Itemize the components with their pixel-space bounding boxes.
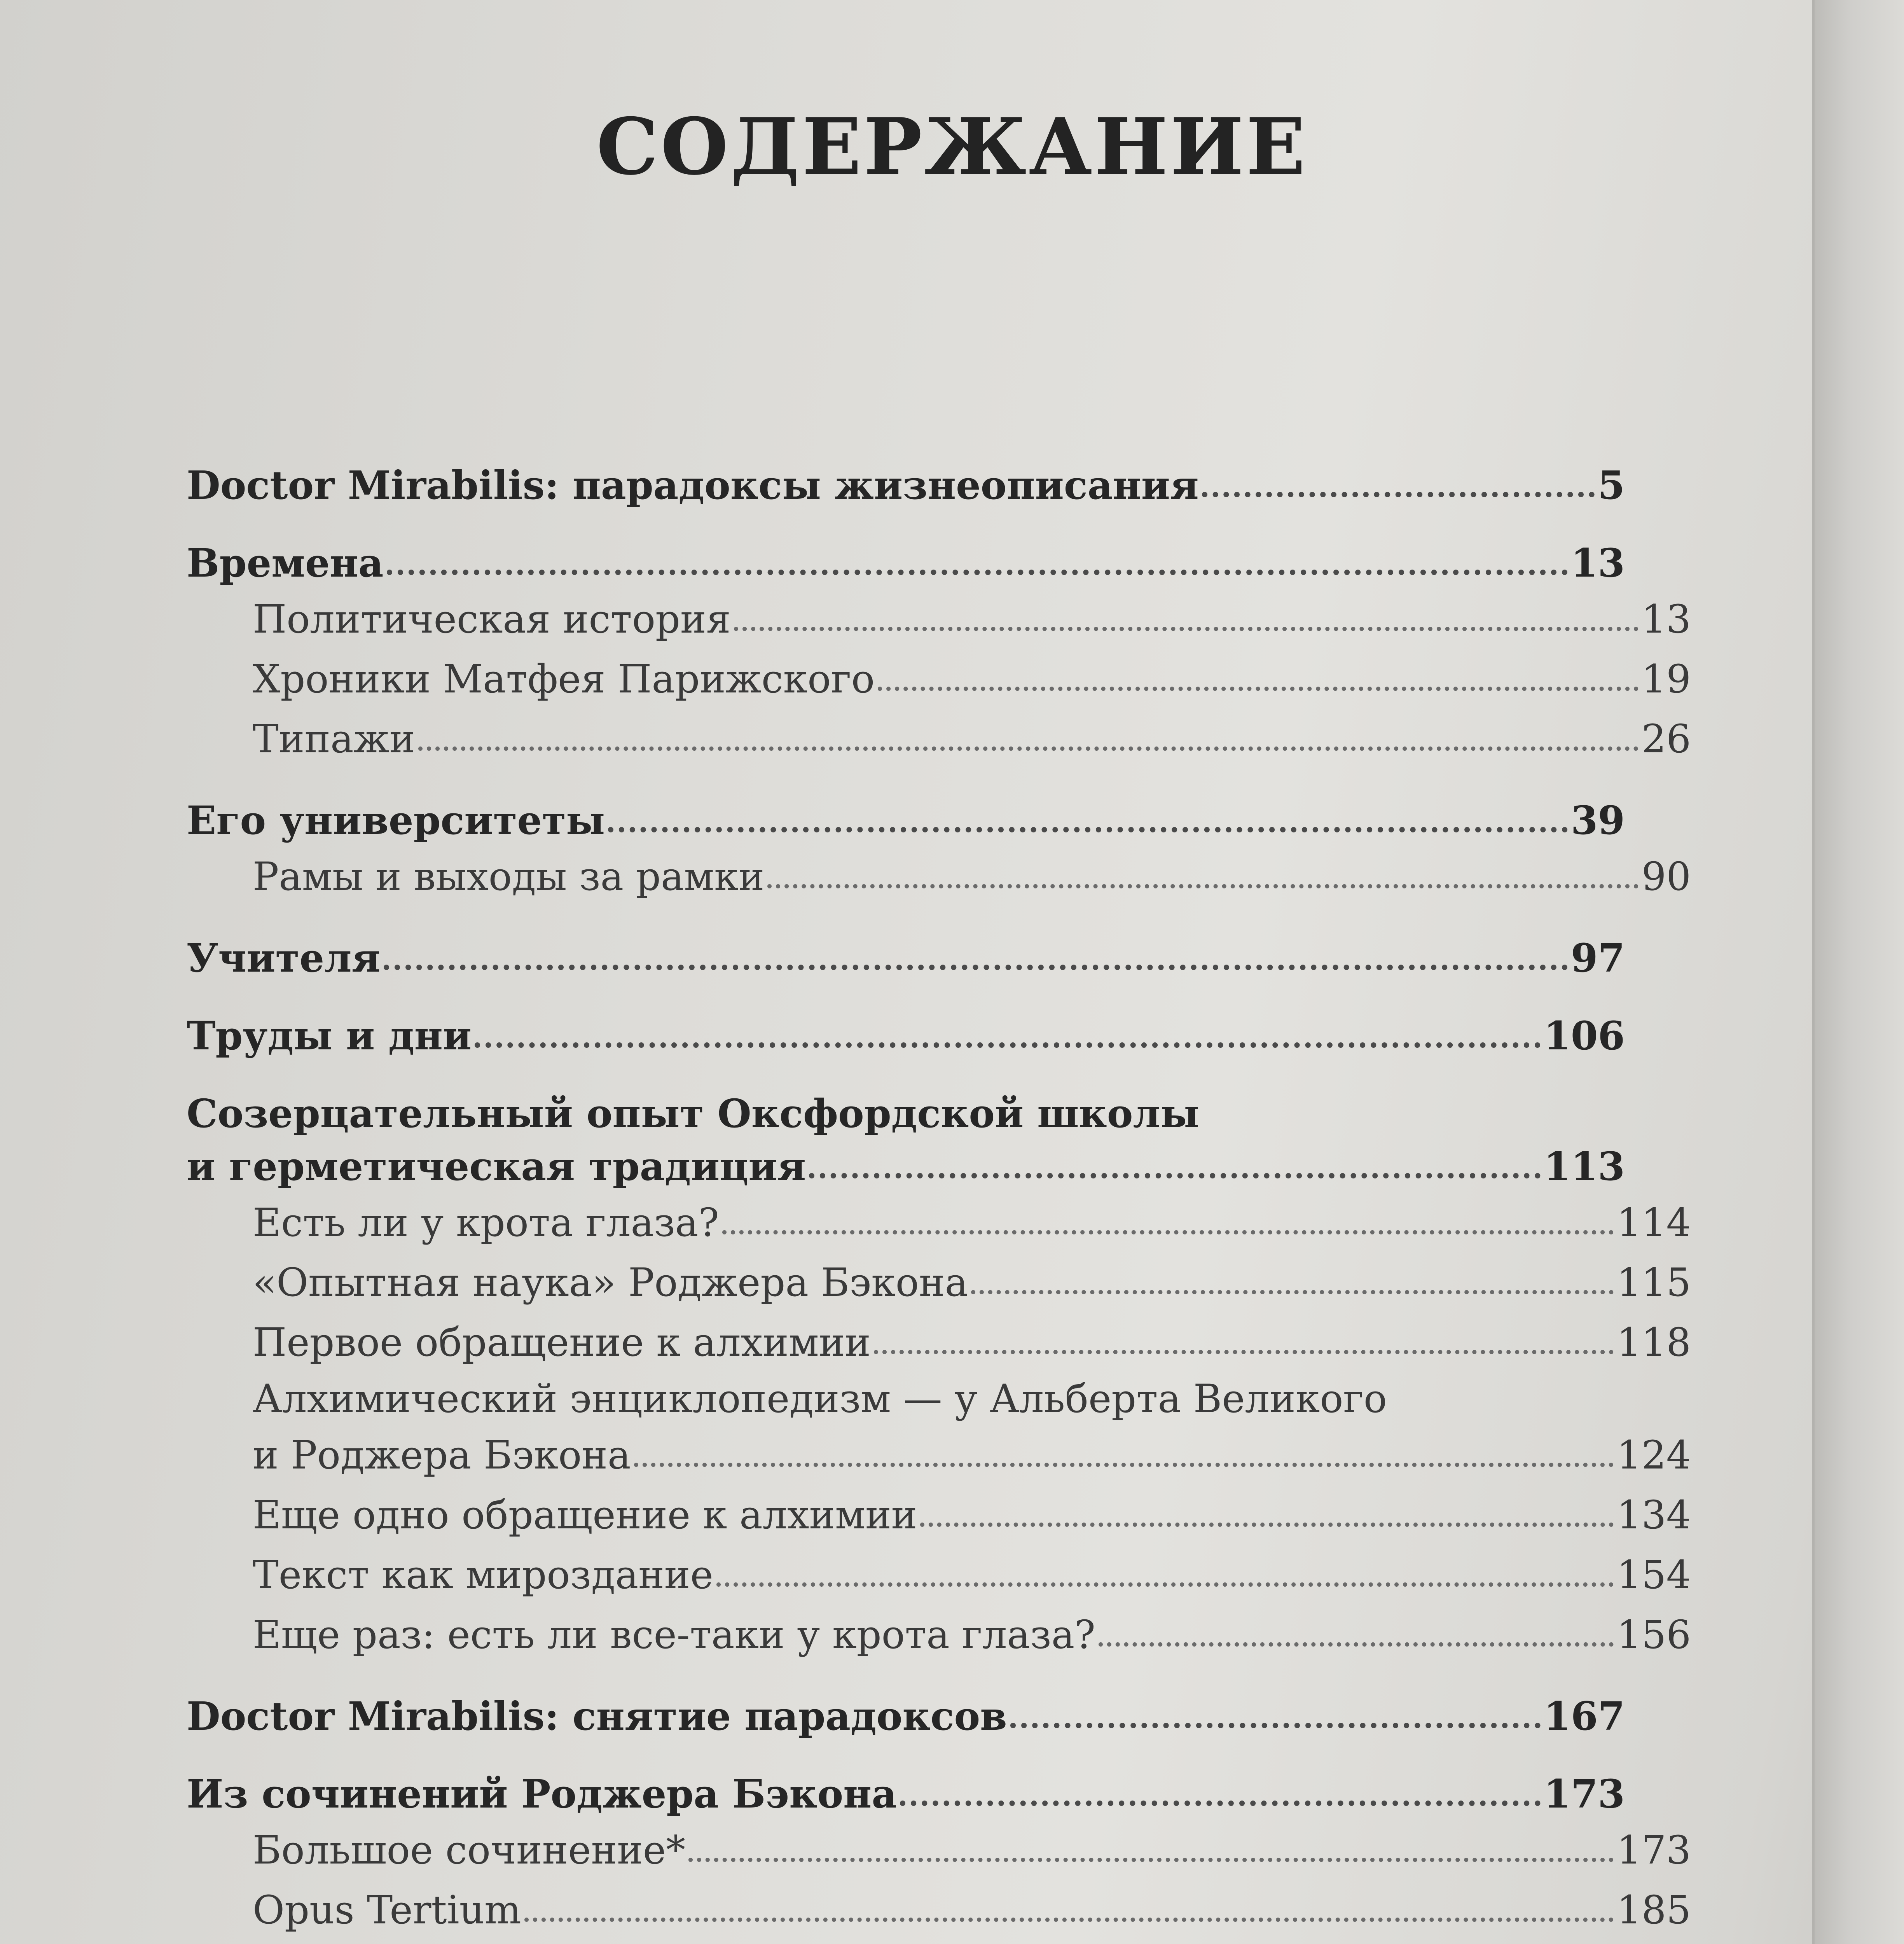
- toc-entry-page: 185: [1617, 1887, 1691, 1933]
- dot-leader: [734, 627, 1638, 631]
- toc-entry-page: 39: [1570, 797, 1625, 843]
- dot-leader: [722, 1230, 1614, 1234]
- dot-leader: [1010, 1723, 1541, 1728]
- toc-subentry-politicheskaya-istoriya: [187, 589, 1691, 649]
- dot-leader: [524, 1918, 1614, 1922]
- toc-entry-page: 19: [1641, 656, 1691, 702]
- toc-subentry-ramy: [187, 847, 1691, 907]
- toc-entry-page: 5: [1598, 462, 1625, 508]
- toc-subentry-eshche-raz: [187, 1605, 1691, 1665]
- dot-leader: [688, 1858, 1614, 1862]
- toc-entry-page: 113: [1544, 1143, 1625, 1189]
- toc-entry-label: Большое сочинение*: [253, 1827, 686, 1873]
- toc-subentry-tipazhi: [187, 709, 1691, 769]
- toc-entry-page: 134: [1617, 1492, 1691, 1538]
- dot-leader: [920, 1523, 1614, 1527]
- toc-entry-label: Еще одно обращение к алхимии: [253, 1492, 917, 1538]
- dot-leader: [971, 1290, 1614, 1294]
- dot-leader: [1099, 1642, 1614, 1647]
- toc-entry-label: Текст как мироздание: [253, 1552, 713, 1598]
- toc-entry-label: Рамы и выходы за рамки: [253, 854, 765, 899]
- dot-leader: [874, 1350, 1614, 1354]
- toc-subentry-opus-tertium: [187, 1880, 1691, 1940]
- toc-entry-page: 173: [1544, 1771, 1625, 1817]
- toc-entry-label: [253, 1940, 603, 1944]
- toc-entry-label: и герметическая традиция: [187, 1143, 806, 1189]
- toc-entry-page: 114: [1617, 1200, 1691, 1245]
- toc-entry-iz-sochinenii: [187, 1767, 1625, 1820]
- toc-entry-label: и Роджера Бэкона: [253, 1432, 631, 1478]
- dot-leader: [878, 687, 1638, 691]
- toc-entry-label: Труды и дни: [187, 1013, 472, 1059]
- table-of-contents: [187, 459, 1691, 1944]
- toc-entry-uchitelya: [187, 932, 1625, 984]
- toc-entry-label: Времена: [187, 540, 384, 586]
- dot-leader: [809, 1173, 1541, 1178]
- toc-entry-label: «Опытная наука» Роджера Бэкона: [253, 1260, 968, 1305]
- toc-entry-label: Типажи: [253, 716, 416, 762]
- toc-subentry-eshche-odno: [187, 1485, 1691, 1545]
- toc-subentry-alkhimicheskii: [187, 1425, 1691, 1485]
- toc-entry-page: 156: [1617, 1612, 1691, 1657]
- toc-subentry-pervoe-obrashchenie: [187, 1313, 1691, 1372]
- dot-leader: [475, 1042, 1541, 1048]
- toc-entry-page: 13: [1570, 540, 1625, 586]
- toc-subentry-opytnaya-nauka: [187, 1253, 1691, 1313]
- toc-entry-page: 167: [1544, 1693, 1625, 1739]
- toc-subentry-alkhimicheskii-line1: [187, 1372, 1691, 1425]
- dot-leader: [387, 570, 1568, 575]
- toc-entry-label: Еще раз: есть ли все-таки у крота глаза?: [253, 1612, 1095, 1657]
- toc-entry-label: Есть ли у крота глаза?: [253, 1200, 719, 1245]
- toc-entry-label: Политическая история: [253, 596, 731, 642]
- dot-leader: [716, 1582, 1614, 1587]
- toc-entry-page: 13: [1641, 596, 1691, 642]
- toc-subentry-khroniki-matfeya: [187, 649, 1691, 709]
- toc-entry-label: Алхимический энциклопедизм — у Альберта Великого: [253, 1376, 1387, 1421]
- toc-entry-page: 173: [1617, 1827, 1691, 1873]
- toc-subentry-vo-slavu-syuzheta: [187, 1940, 1691, 1944]
- toc-entry-vremena: [187, 537, 1625, 589]
- toc-entry-page: [1617, 1940, 1691, 1944]
- toc-entry-label: Хроники Матфея Парижского: [253, 656, 875, 702]
- toc-entry-page: 118: [1617, 1320, 1691, 1365]
- toc-entry-page: 124: [1617, 1432, 1691, 1478]
- page-edge-shadow: [1812, 0, 1904, 1944]
- toc-entry-page: 26: [1641, 716, 1691, 762]
- toc-entry-sozertsatelnyi-line1: [187, 1087, 1625, 1140]
- toc-entry-sozertsatelnyi: [187, 1140, 1625, 1193]
- toc-entry-trudy-i-dni: [187, 1009, 1625, 1062]
- toc-entry-label: Из сочинений Роджера Бэкона: [187, 1771, 897, 1817]
- toc-entry-label: Doctor Mirabilis: снятие парадоксов: [187, 1693, 1007, 1739]
- toc-entry-label: Первое обращение к алхимии: [253, 1320, 871, 1365]
- dot-leader: [634, 1463, 1614, 1467]
- toc-entry-label: Созерцательный опыт Оксфордской школы: [187, 1091, 1200, 1136]
- toc-entry-page: 97: [1570, 935, 1625, 981]
- toc-subentry-est-li-u-krota: [187, 1193, 1691, 1253]
- toc-entry-label: Opus Tertium: [253, 1887, 521, 1933]
- toc-entry-doctor-mirabilis-paradoxes: [187, 459, 1625, 512]
- dot-leader: [384, 965, 1568, 970]
- toc-entry-label: Учителя: [187, 935, 381, 981]
- toc-entry-page: 154: [1617, 1552, 1691, 1598]
- dot-leader: [767, 884, 1638, 888]
- toc-entry-label: Doctor Mirabilis: парадоксы жизнеописания: [187, 462, 1199, 508]
- toc-entry-label: Его университеты: [187, 797, 605, 843]
- dot-leader: [900, 1801, 1541, 1806]
- toc-subentry-bolshoe-sochinenie: [187, 1820, 1691, 1880]
- toc-subentry-tekst-kak-mirozdanie: [187, 1545, 1691, 1605]
- toc-entry-page: 106: [1544, 1013, 1625, 1059]
- toc-entry-page: 90: [1641, 854, 1691, 899]
- page-title: СОДЕРЖАНИЕ: [596, 101, 1308, 192]
- dot-leader: [418, 746, 1638, 751]
- dot-leader: [1202, 492, 1595, 497]
- toc-entry-ego-universitety: [187, 794, 1625, 847]
- toc-entry-doctor-mirabilis-snyatie: [187, 1690, 1625, 1743]
- toc-entry-page: 115: [1617, 1260, 1691, 1305]
- dot-leader: [608, 827, 1568, 832]
